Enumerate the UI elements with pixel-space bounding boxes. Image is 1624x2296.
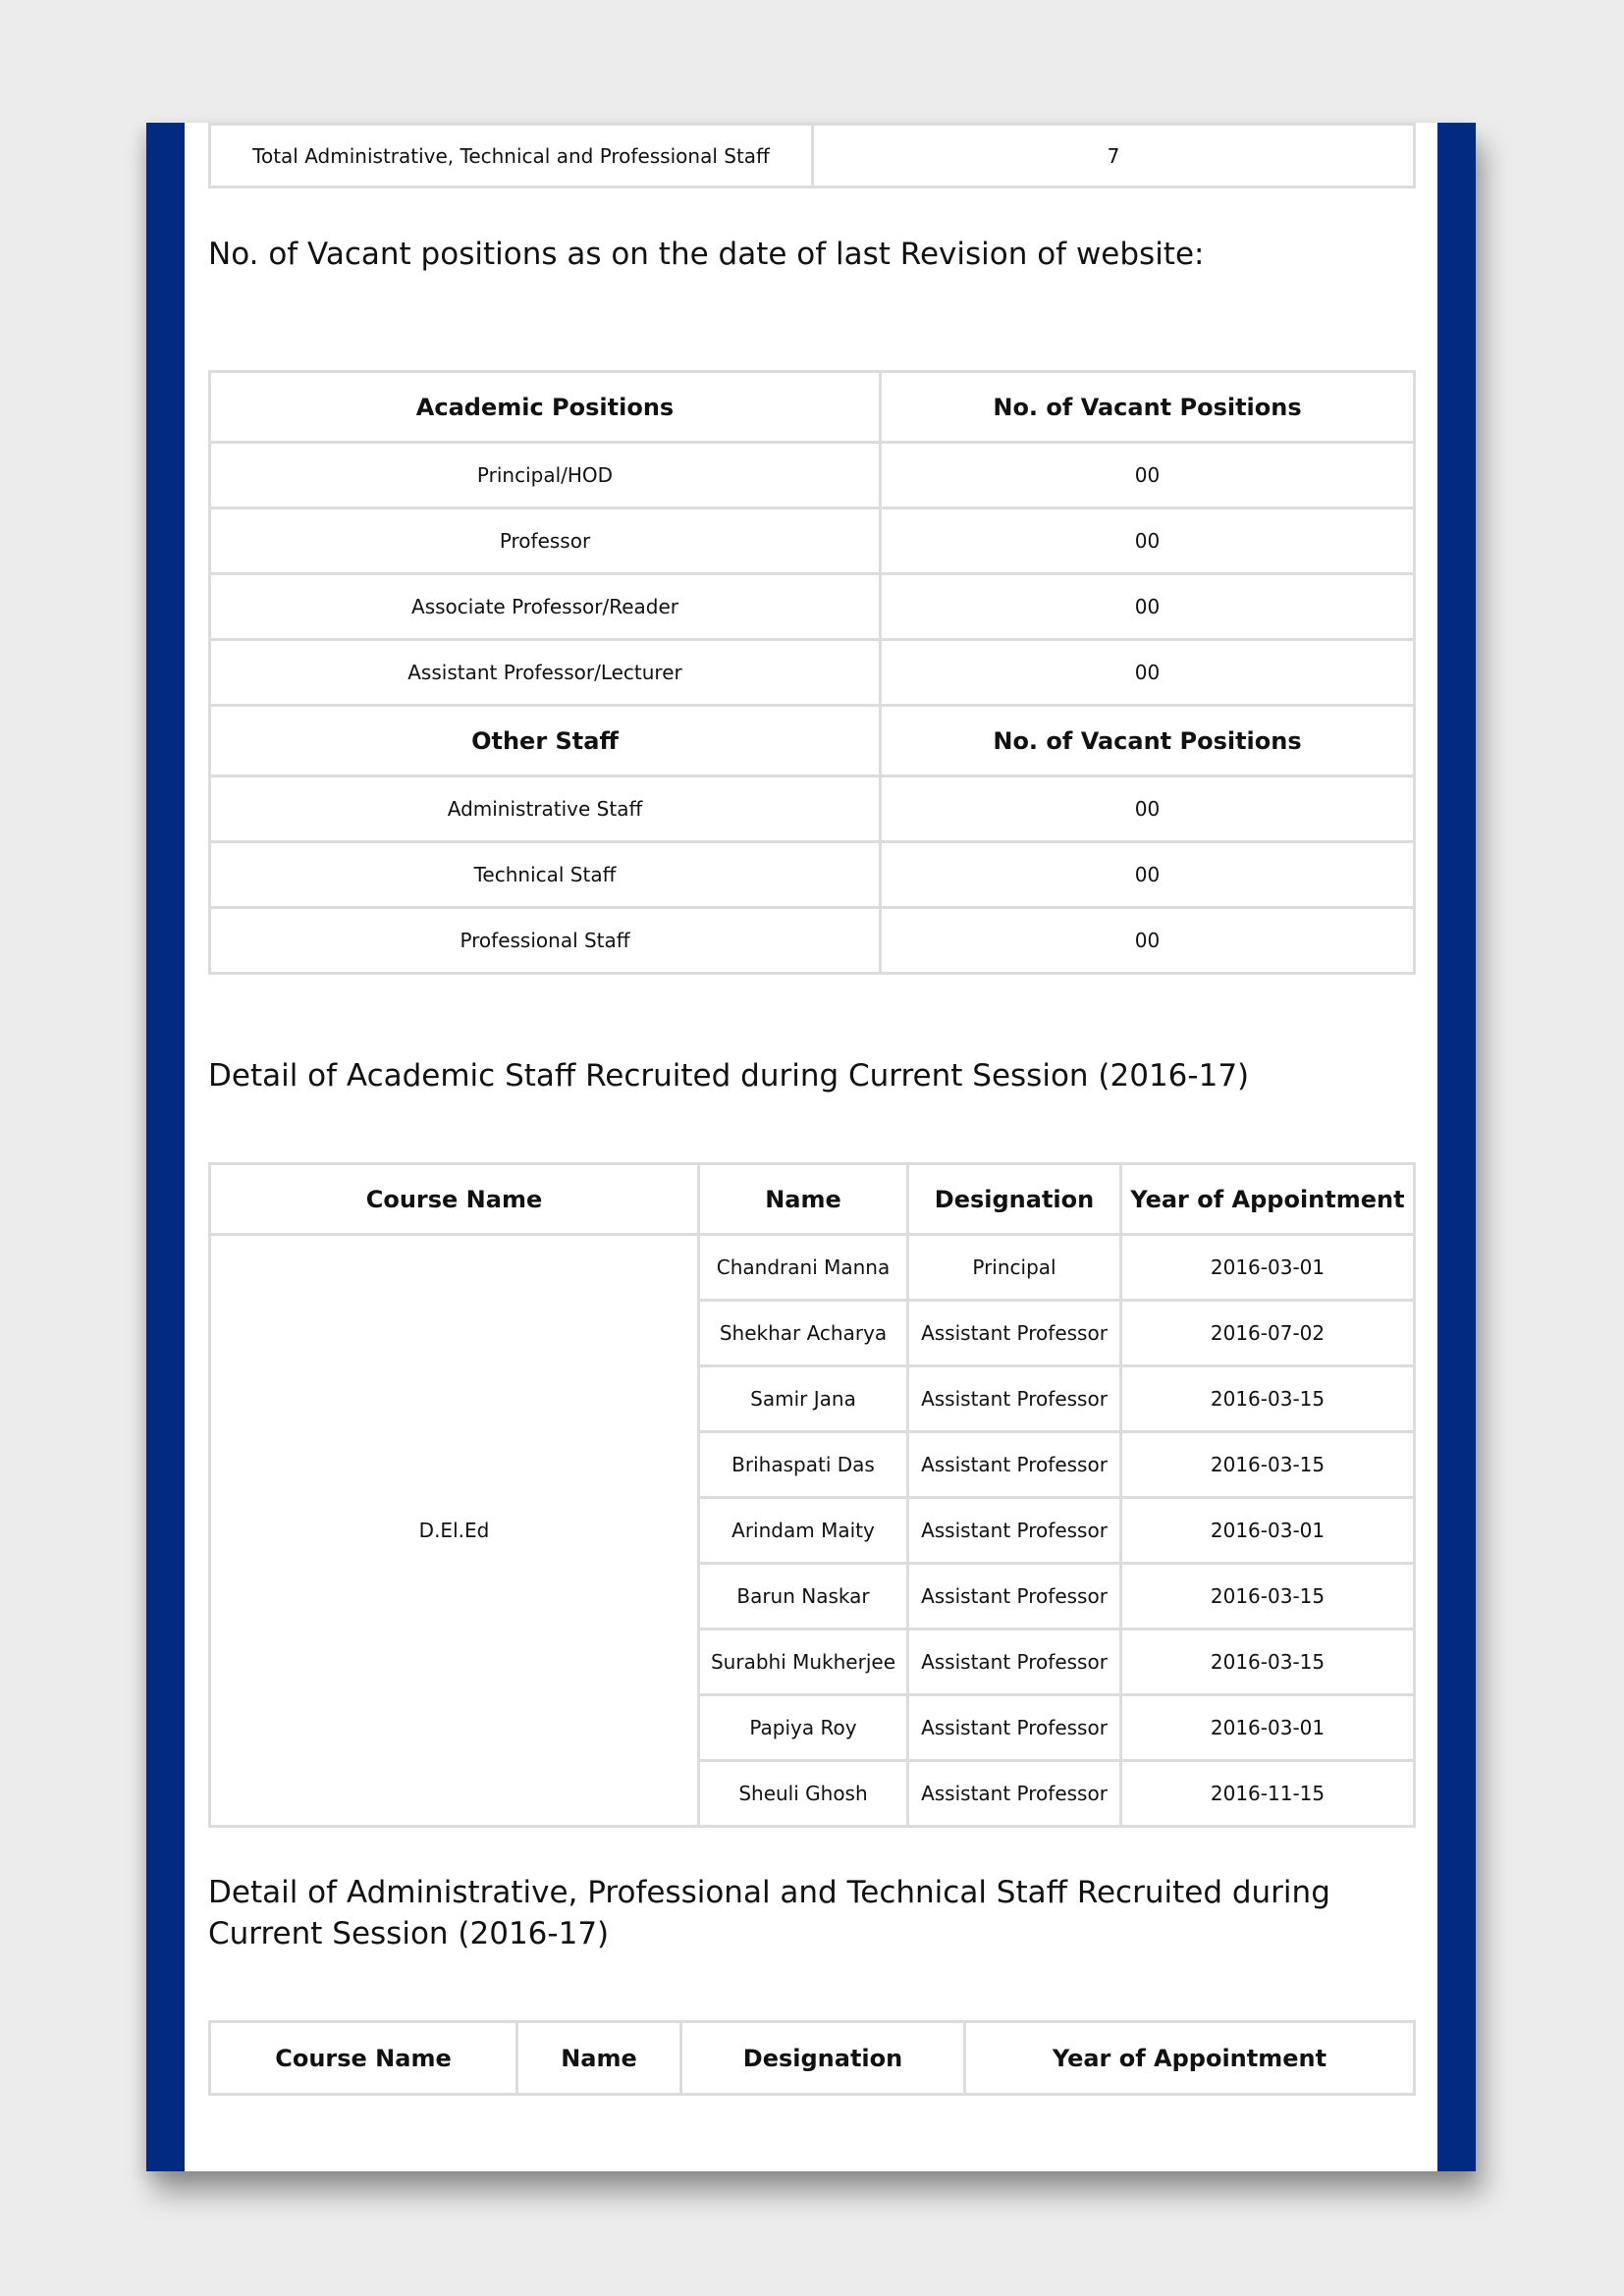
designation-cell: Assistant Professor xyxy=(906,1759,1119,1825)
name-cell: Sheuli Ghosh xyxy=(697,1759,906,1825)
column-header: Other Staff xyxy=(208,704,879,774)
table-row xyxy=(208,507,1413,572)
admin-recruited-heading: Detail of Administrative, Professional and Technical Staff Recruited during Current Session (2016-17) xyxy=(208,1875,1330,1951)
vacant-positions-table xyxy=(208,370,1416,975)
name-cell: Chandrani Manna xyxy=(697,1233,906,1299)
year-cell: 2016-11-15 xyxy=(1119,1759,1413,1825)
designation-cell: Assistant Professor xyxy=(906,1628,1119,1693)
name-cell: Surabhi Mukherjee xyxy=(697,1628,906,1693)
designation-cell: Assistant Professor xyxy=(906,1693,1119,1759)
position-cell: Professional Staff xyxy=(208,906,879,972)
total-staff-label: Total Administrative, Technical and Professional Staff xyxy=(208,123,811,186)
vacant-count-cell: 00 xyxy=(879,906,1413,972)
designation-cell: Assistant Professor xyxy=(906,1430,1119,1496)
position-cell: Technical Staff xyxy=(208,840,879,906)
column-header-name: Name xyxy=(515,2020,679,2093)
designation-cell: Assistant Professor xyxy=(906,1562,1119,1628)
position-cell: Administrative Staff xyxy=(208,774,879,840)
vacant-count-cell: 00 xyxy=(879,840,1413,906)
year-cell: 2016-03-01 xyxy=(1119,1496,1413,1562)
year-cell: 2016-03-15 xyxy=(1119,1628,1413,1693)
year-cell: 2016-03-01 xyxy=(1119,1233,1413,1299)
academic-recruited-heading: Detail of Academic Staff Recruited during Current Session (2016-17) xyxy=(208,1058,1250,1094)
vacant-count-cell: 00 xyxy=(879,507,1413,572)
table-header-row xyxy=(208,1162,1413,1233)
vacant-count-cell: 00 xyxy=(879,572,1413,638)
name-cell: Brihaspati Das xyxy=(697,1430,906,1496)
year-cell: 2016-03-01 xyxy=(1119,1693,1413,1759)
course-name-cell: D.El.Ed xyxy=(208,1233,697,1825)
right-border-bar xyxy=(1437,123,1476,2171)
table-row xyxy=(208,906,1413,972)
year-cell: 2016-03-15 xyxy=(1119,1364,1413,1430)
name-cell: Arindam Maity xyxy=(697,1496,906,1562)
vacant-count-cell: 00 xyxy=(879,774,1413,840)
column-header: No. of Vacant Positions xyxy=(879,370,1413,441)
vacant-positions-heading: No. of Vacant positions as on the date of last Revision of website: xyxy=(208,237,1205,272)
column-header-name: Name xyxy=(697,1162,906,1233)
column-header-year: Year of Appointment xyxy=(963,2020,1413,2093)
table-row xyxy=(208,774,1413,840)
academic-staff-table xyxy=(208,1162,1416,1828)
table-header-row xyxy=(208,704,1413,774)
table-row xyxy=(208,840,1413,906)
year-cell: 2016-07-02 xyxy=(1119,1299,1413,1364)
designation-cell: Assistant Professor xyxy=(906,1299,1119,1364)
table-row xyxy=(208,638,1413,704)
table-row xyxy=(208,1233,1413,1299)
year-cell: 2016-03-15 xyxy=(1119,1562,1413,1628)
table-row xyxy=(208,441,1413,507)
table-row xyxy=(208,572,1413,638)
column-header-designation: Designation xyxy=(679,2020,963,2093)
name-cell: Papiya Roy xyxy=(697,1693,906,1759)
position-cell: Principal/HOD xyxy=(208,441,879,507)
column-header-course: Course Name xyxy=(208,1162,697,1233)
designation-cell: Assistant Professor xyxy=(906,1496,1119,1562)
total-staff-value: 7 xyxy=(811,123,1413,186)
name-cell: Shekhar Acharya xyxy=(697,1299,906,1364)
table-header-row xyxy=(208,370,1413,441)
designation-cell: Principal xyxy=(906,1233,1119,1299)
position-cell: Assistant Professor/Lecturer xyxy=(208,638,879,704)
column-header-designation: Designation xyxy=(906,1162,1119,1233)
table-header-row xyxy=(208,2020,1413,2093)
column-header: No. of Vacant Positions xyxy=(879,704,1413,774)
column-header-course: Course Name xyxy=(208,2020,515,2093)
document-page xyxy=(146,123,1476,2171)
column-header: Academic Positions xyxy=(208,370,879,441)
vacant-count-cell: 00 xyxy=(879,441,1413,507)
name-cell: Samir Jana xyxy=(697,1364,906,1430)
designation-cell: Assistant Professor xyxy=(906,1364,1119,1430)
left-border-bar xyxy=(146,123,185,2171)
table-row xyxy=(208,123,1413,186)
vacant-count-cell: 00 xyxy=(879,638,1413,704)
position-cell: Professor xyxy=(208,507,879,572)
name-cell: Barun Naskar xyxy=(697,1562,906,1628)
column-header-year: Year of Appointment xyxy=(1119,1162,1413,1233)
total-staff-table xyxy=(208,123,1416,188)
position-cell: Associate Professor/Reader xyxy=(208,572,879,638)
admin-staff-table xyxy=(208,2020,1416,2096)
year-cell: 2016-03-15 xyxy=(1119,1430,1413,1496)
